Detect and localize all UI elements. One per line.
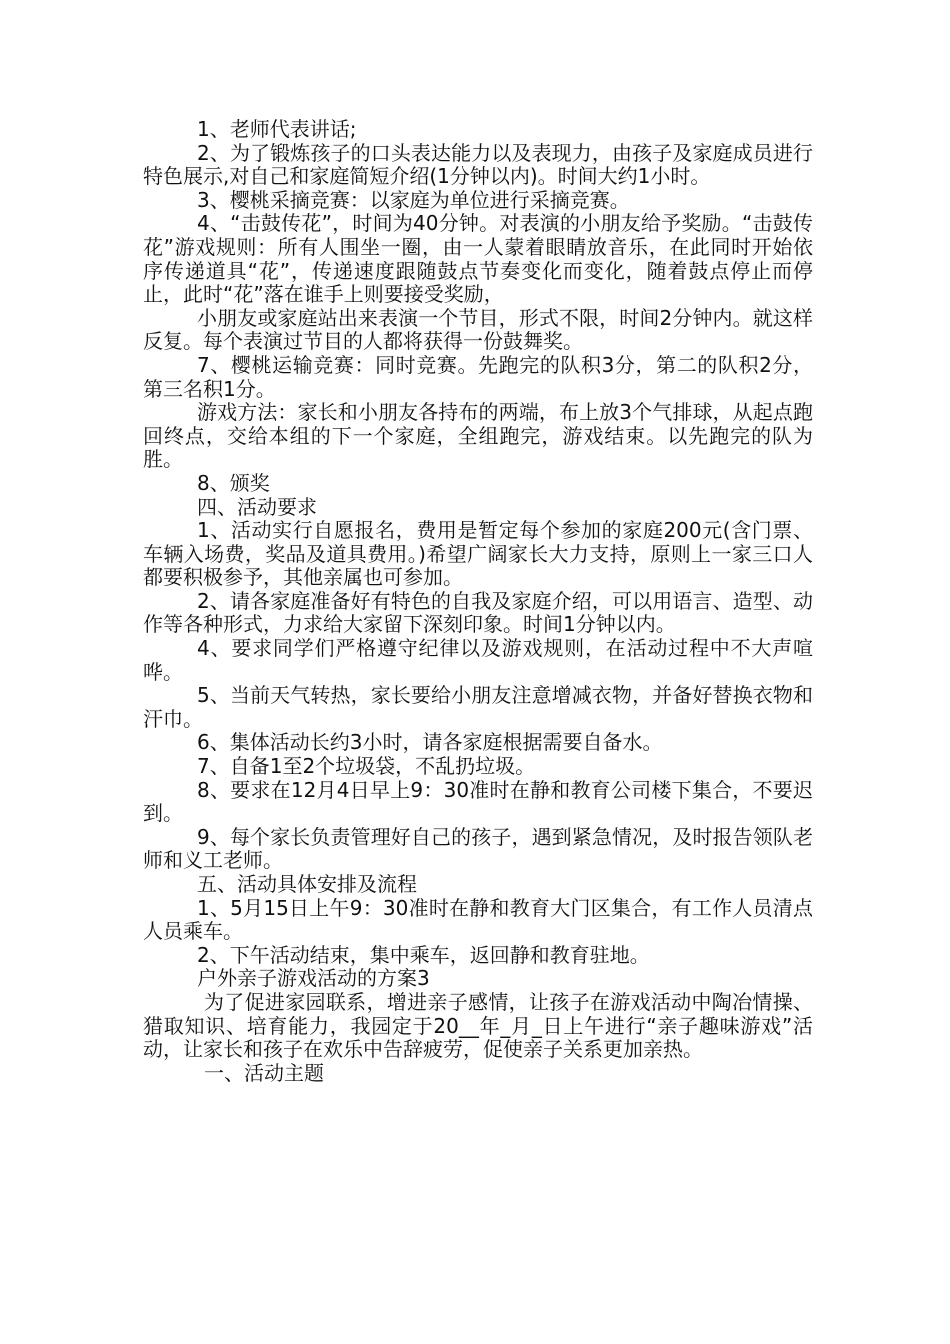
paragraph-drum-flower-rules: 4、“击鼓传花”，时间为40分钟。对表演的小朋友给予奖励。“击鼓传花”游戏规则：所有人围坐一圈，由一人蒙着眼睛放音乐，在此同时开始依序传递道具“花”，传递速度跟随鼓点节奏变化而变化，随着鼓点停止而停止，此时“花”落在谁手上则要接受奖励， — [143, 211, 813, 307]
document-body — [143, 118, 813, 1085]
paragraph-game-method: 游戏方法：家长和小朋友各持布的两端，布上放3个气排球，从起点跑回终点，交给本组的下一个家庭，全组跑完，游戏结束。以先跑完的队为胜。 — [143, 400, 813, 472]
paragraph-meeting-time: 8、要求在12月4日早上9：30准时在静和教育公司楼下集合，不要迟到。 — [143, 777, 813, 826]
paragraph-discipline: 4、要求同学们严格遵守纪律以及游戏规则，在活动过程中不大声喧哗。 — [143, 636, 813, 684]
paragraph-introduction-prep: 2、请各家庭准备好有特色的自我及家庭介绍，可以用语言、造型、动作等各种形式，力求给大家留下深刻印象。时间1分钟以内。 — [143, 588, 813, 637]
paragraph-cherry-picking: 3、樱桃采摘竞赛：以家庭为单位进行采摘竞赛。 — [197, 187, 630, 212]
section-heading-theme: 一、活动主题 — [204, 1060, 324, 1085]
paragraph-water: 6、集体活动长约3小时，请各家庭根据需要自备水。 — [197, 730, 663, 755]
paragraph-morning-gathering: 1、5月15日上午9：30准时在静和教育大门区集合，有工作人员清点人员乘车。 — [143, 895, 813, 944]
paragraph-teacher-speech: 1、老师代表讲话; — [197, 117, 357, 141]
paragraph-plan3-intro: 为了促进家园联系，增进亲子感情，让孩子在游戏活动中陶冶情操、猎取知识、培育能力，我园定于20__年_月_日上午进行“亲子趣味游戏”活动，让家长和孩子在欢乐中告辞疲劳，促使亲子关系更加亲热。 — [143, 989, 813, 1062]
paragraph-clothing: 5、当前天气转热，家长要给小朋友注意增减衣物，并备好替换衣物和汗巾。 — [143, 683, 813, 731]
paragraph-parent-responsibility: 9、每个家长负责管理好自己的孩子，遇到紧急情况，及时报告领队老师和义工老师。 — [143, 824, 813, 873]
paragraph-afternoon-return: 2、下午活动结束，集中乘车，返回静和教育驻地。 — [197, 942, 650, 967]
paragraph-garbage-bags: 7、自备1至2个垃圾袋，不乱扔垃圾。 — [197, 754, 536, 779]
paragraph-cherry-transport: 7、樱桃运输竞赛：同时竞赛。先跑完的队积3分，第二的队积2分，第三名积1分。 — [143, 352, 813, 401]
paragraph-awards: 8、颁奖 — [197, 470, 270, 495]
paragraph-registration: 1、活动实行自愿报名，费用是暂定每个参加的家庭200元(含门票、车辆入场费，奖品及道具费用。)希望广阔家长大力支持，原则上一家三口人都要积极参予，其他亲属也可参加。 — [143, 518, 813, 590]
paragraph-performance: 小朋友或家庭站出来表演一个节目，形式不限，时间2分钟内。就这样反复。每个表演过节目的人都将获得一份鼓舞奖。 — [143, 305, 813, 354]
paragraph-family-showcase: 2、为了锻炼孩子的口头表达能力以及表现力，由孩子及家庭成员进行特色展示,对自己和家庭简短介绍(1分钟以内)。时间大约1小时。 — [143, 140, 813, 189]
section-heading-requirements: 四、活动要求 — [197, 494, 317, 519]
section-heading-schedule: 五、活动具体安排及流程 — [197, 872, 417, 896]
plan-title-3: 户外亲子游戏活动的方案3 — [197, 966, 430, 991]
